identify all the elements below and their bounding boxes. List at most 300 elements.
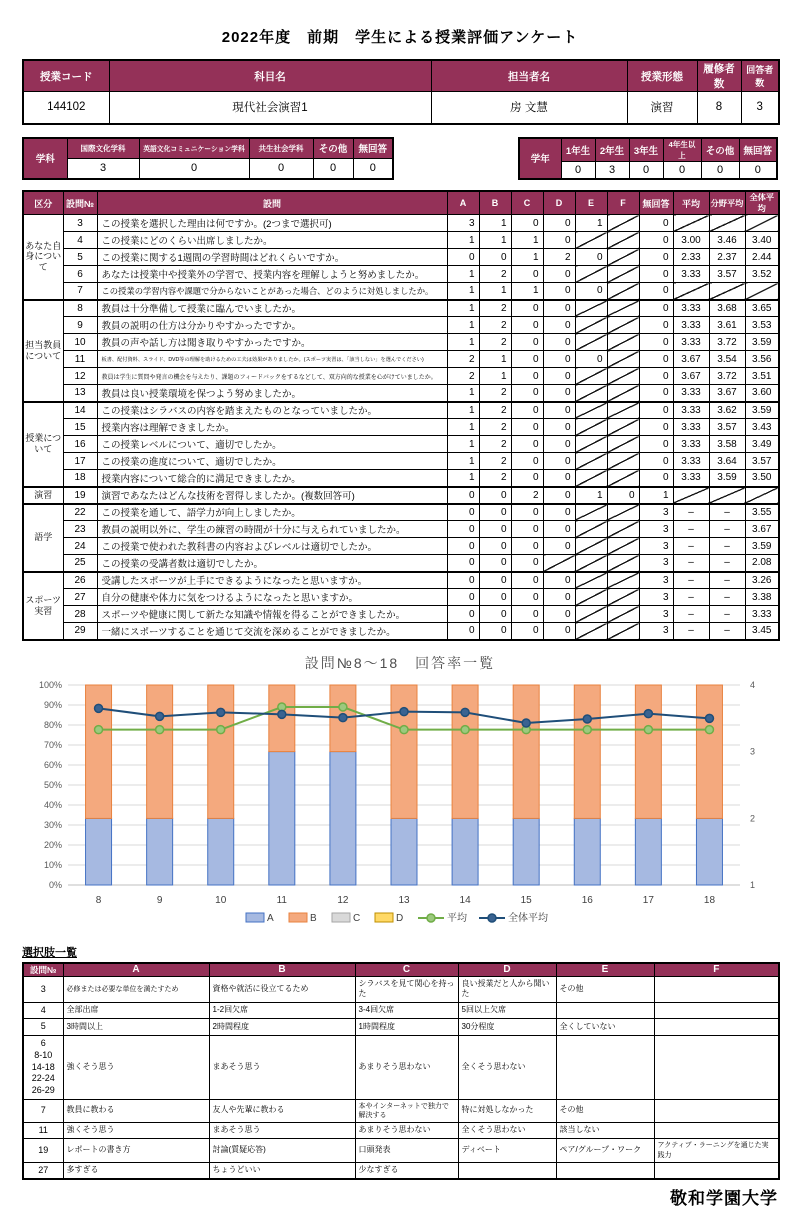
question-text: 授業内容は理解できましたか。 [97, 419, 447, 436]
count-cell [575, 385, 607, 402]
count-cell: 2 [479, 436, 511, 453]
option-cell: まあそう思う [209, 1122, 355, 1139]
svg-text:100%: 100% [38, 679, 62, 690]
option-cell: あまりそう思わない [355, 1036, 458, 1099]
count-cell: 0 [543, 266, 575, 283]
count-cell: 1 [479, 351, 511, 368]
count-cell: 0 [447, 487, 479, 504]
average-cell: – [673, 555, 709, 572]
average-cell [673, 487, 709, 504]
count-cell: 0 [511, 266, 543, 283]
average-cell: – [709, 606, 745, 623]
no-answer-cell: 0 [639, 385, 673, 402]
main-table-header: E [575, 191, 607, 215]
average-cell: 3.56 [745, 351, 779, 368]
options-table-row [23, 1139, 779, 1162]
count-cell: 0 [543, 470, 575, 487]
average-cell: 3.53 [745, 317, 779, 334]
count-cell: 1 [511, 283, 543, 300]
question-text: 自分の健康や体力に気をつけるようになったと思いますか。 [97, 589, 447, 606]
count-cell: 0 [543, 300, 575, 317]
main-table-row [23, 453, 779, 470]
count-cell: 0 [511, 385, 543, 402]
main-table-row [23, 487, 779, 504]
options-table-row [23, 1122, 779, 1139]
svg-text:10%: 10% [43, 859, 62, 870]
average-cell: 3.52 [745, 266, 779, 283]
main-table-row [23, 283, 779, 300]
mini-table-label: 学科 [23, 138, 67, 180]
average-cell: 3.33 [673, 470, 709, 487]
count-cell: 0 [447, 504, 479, 521]
count-cell: 1 [479, 232, 511, 249]
average-cell [673, 283, 709, 300]
average-cell: – [709, 623, 745, 640]
option-cell: 良い授業だと人から聞いた [458, 977, 556, 1003]
average-cell: 3.40 [745, 232, 779, 249]
main-table-row [23, 555, 779, 572]
count-cell [575, 470, 607, 487]
count-cell [607, 351, 639, 368]
mini-table-value: 0 [739, 161, 777, 179]
question-text: この授業の受講者数は適切でしたか。 [97, 555, 447, 572]
question-number: 29 [63, 623, 97, 640]
option-cell: 特に対処しなかった [458, 1099, 556, 1122]
average-cell: 3.33 [673, 385, 709, 402]
svg-text:14: 14 [459, 894, 471, 906]
option-cell: あまりそう思わない [355, 1122, 458, 1139]
count-cell: 0 [447, 589, 479, 606]
count-cell: 0 [543, 538, 575, 555]
average-cell: 3.59 [709, 470, 745, 487]
svg-text:9: 9 [156, 894, 163, 906]
main-table-row [23, 215, 779, 232]
svg-text:90%: 90% [43, 699, 62, 710]
options-table-header: B [209, 963, 355, 977]
count-cell: 0 [543, 317, 575, 334]
average-cell: – [673, 504, 709, 521]
count-cell [575, 402, 607, 419]
average-cell: 3.67 [673, 368, 709, 385]
question-number: 25 [63, 555, 97, 572]
option-cell: 1時間程度 [355, 1019, 458, 1036]
count-cell: 1 [447, 385, 479, 402]
count-cell: 0 [447, 555, 479, 572]
main-table-header: D [543, 191, 575, 215]
question-number: 5 [63, 249, 97, 266]
option-cell: 友人や先輩に教わる [209, 1099, 355, 1122]
option-cell: ディベート [458, 1139, 556, 1162]
count-cell [607, 334, 639, 351]
average-cell: – [709, 572, 745, 589]
count-cell [607, 266, 639, 283]
main-table-row [23, 334, 779, 351]
count-cell: 0 [479, 589, 511, 606]
main-table-header: 平均 [673, 191, 709, 215]
svg-text:4: 4 [750, 679, 756, 690]
count-cell: 0 [543, 334, 575, 351]
svg-text:12: 12 [337, 894, 349, 906]
category-cell: 演習 [23, 487, 63, 504]
option-cell: 必修または必要な単位を満たすため [63, 977, 209, 1003]
count-cell: 1 [511, 249, 543, 266]
question-text: この授業はシラバスの内容を踏まえたものとなっていましたか。 [97, 402, 447, 419]
svg-text:60%: 60% [43, 759, 62, 770]
page-title: 2022年度 前期 学生による授業評価アンケート [221, 29, 579, 46]
main-table-row [23, 368, 779, 385]
count-cell: 2 [479, 385, 511, 402]
count-cell: 0 [447, 538, 479, 555]
count-cell: 0 [543, 589, 575, 606]
count-cell [607, 504, 639, 521]
no-answer-cell: 3 [639, 606, 673, 623]
options-table-row [23, 1099, 779, 1122]
average-cell: 3.67 [709, 385, 745, 402]
main-table-header: 区分 [23, 191, 63, 215]
count-cell: 0 [511, 538, 543, 555]
average-cell: 3.33 [673, 419, 709, 436]
svg-text:15: 15 [520, 894, 532, 906]
count-cell [575, 606, 607, 623]
options-table-row [23, 1002, 779, 1019]
option-cell: その他 [556, 977, 654, 1003]
count-cell: 0 [511, 572, 543, 589]
average-cell: – [709, 538, 745, 555]
count-cell [607, 623, 639, 640]
question-number: 19 [63, 487, 97, 504]
count-cell [607, 470, 639, 487]
question-text: 教員の説明以外に、学生の練習の時間が十分に与えられていましたか。 [97, 521, 447, 538]
count-cell [607, 538, 639, 555]
no-answer-cell: 0 [639, 436, 673, 453]
mini-table-value: 0 [139, 158, 249, 179]
count-cell [607, 300, 639, 317]
main-table-header: B [479, 191, 511, 215]
average-cell: 3.43 [745, 419, 779, 436]
option-cell: 全くそう思わない [458, 1122, 556, 1139]
main-table-row [23, 249, 779, 266]
average-cell: 3.67 [673, 351, 709, 368]
no-answer-cell: 3 [639, 538, 673, 555]
count-cell: 1 [575, 487, 607, 504]
course-value: 8 [697, 92, 741, 124]
question-number: 14 [63, 402, 97, 419]
average-cell: – [673, 623, 709, 640]
option-cell: アクティブ・ラーニングを通じた実践力 [654, 1139, 779, 1162]
option-cell: 3-4回欠席 [355, 1002, 458, 1019]
svg-text:20%: 20% [43, 839, 62, 850]
question-number: 11 [63, 351, 97, 368]
average-cell: 3.49 [745, 436, 779, 453]
average-cell: 3.26 [745, 572, 779, 589]
average-cell: 3.50 [745, 470, 779, 487]
question-text: 教員は良い授業環境を保つよう努めましたか。 [97, 385, 447, 402]
question-text: 演習であなたはどんな技術を習得しましたか。(複数回答可) [97, 487, 447, 504]
count-cell [575, 589, 607, 606]
count-cell: 2 [543, 249, 575, 266]
no-answer-cell: 3 [639, 504, 673, 521]
average-cell: 3.72 [709, 368, 745, 385]
count-cell [575, 419, 607, 436]
average-cell: – [709, 589, 745, 606]
option-cell: 全部出席 [63, 1002, 209, 1019]
count-cell: 0 [511, 419, 543, 436]
count-cell [575, 504, 607, 521]
count-cell [575, 334, 607, 351]
svg-text:30%: 30% [43, 819, 62, 830]
average-cell: 3.59 [745, 538, 779, 555]
count-cell: 1 [479, 368, 511, 385]
options-table-row [23, 1019, 779, 1036]
question-text: 授業内容について総合的に満足できましたか。 [97, 470, 447, 487]
count-cell: 2 [511, 487, 543, 504]
mini-table-header: 無回答 [353, 138, 393, 159]
main-table-row [23, 606, 779, 623]
mini-table-value: 0 [629, 161, 663, 179]
option-cell: 本やインターネットで独力で解決する [355, 1099, 458, 1122]
main-table-row [23, 572, 779, 589]
average-cell: 2.44 [745, 249, 779, 266]
average-cell [709, 283, 745, 300]
average-cell: 3.00 [673, 232, 709, 249]
question-text: スポーツや健康に関して新たな知識や情報を得ることができましたか。 [97, 606, 447, 623]
question-text: この授業レベルについて、適切でしたか。 [97, 436, 447, 453]
average-cell [709, 487, 745, 504]
svg-text:A: A [267, 912, 274, 924]
university-name: 敬和学園大学 [670, 1189, 778, 1209]
count-cell [543, 555, 575, 572]
count-cell: 1 [447, 232, 479, 249]
main-table-row [23, 419, 779, 436]
average-cell: 3.59 [745, 402, 779, 419]
option-cell [556, 1002, 654, 1019]
main-table-header: 分野平均 [709, 191, 745, 215]
count-cell: 0 [511, 589, 543, 606]
count-cell: 0 [511, 453, 543, 470]
option-cell: まあそう思う [209, 1036, 355, 1099]
question-number: 24 [63, 538, 97, 555]
no-answer-cell: 0 [639, 317, 673, 334]
average-cell: 3.45 [745, 623, 779, 640]
average-cell: 3.65 [745, 300, 779, 317]
no-answer-cell: 0 [639, 351, 673, 368]
count-cell: 0 [511, 470, 543, 487]
option-cell: 全くしていない [556, 1019, 654, 1036]
no-answer-cell: 3 [639, 572, 673, 589]
count-cell: 0 [511, 402, 543, 419]
response-rate-chart [22, 675, 778, 936]
average-cell: 3.33 [673, 436, 709, 453]
option-cell: 1-2回欠席 [209, 1002, 355, 1019]
average-cell: – [673, 572, 709, 589]
count-cell [575, 368, 607, 385]
average-cell: 3.72 [709, 334, 745, 351]
average-cell: 2.08 [745, 555, 779, 572]
main-table-row [23, 521, 779, 538]
main-table-row [23, 589, 779, 606]
mini-table-header: 英語文化コミュニケーション学科 [139, 138, 249, 159]
options-table-header: E [556, 963, 654, 977]
svg-text:B: B [310, 912, 317, 924]
option-cell: 資格や就活に役立てるため [209, 977, 355, 1003]
count-cell [607, 436, 639, 453]
count-cell [607, 317, 639, 334]
count-cell: 0 [479, 504, 511, 521]
count-cell: 0 [543, 215, 575, 232]
no-answer-cell: 0 [639, 249, 673, 266]
mini-table-header: その他 [701, 138, 739, 162]
count-cell [575, 232, 607, 249]
category-cell: スポーツ実習 [23, 572, 63, 640]
main-table-row [23, 436, 779, 453]
count-cell: 2 [479, 300, 511, 317]
option-cell: シラバスを見て関心を持った [355, 977, 458, 1003]
count-cell [607, 402, 639, 419]
options-table-row [23, 977, 779, 1003]
count-cell: 0 [511, 436, 543, 453]
svg-text:13: 13 [398, 894, 410, 906]
count-cell [607, 368, 639, 385]
question-number: 13 [63, 385, 97, 402]
mini-table-value: 3 [595, 161, 629, 179]
no-answer-cell: 3 [639, 623, 673, 640]
count-cell: 2 [479, 334, 511, 351]
mini-table-value: 0 [701, 161, 739, 179]
main-table-row [23, 385, 779, 402]
chart-svg [22, 675, 778, 931]
question-number: 23 [63, 521, 97, 538]
question-text: この授業の進度について、適切でしたか。 [97, 453, 447, 470]
count-cell: 0 [511, 215, 543, 232]
average-cell: 3.59 [745, 334, 779, 351]
average-cell: 3.57 [745, 453, 779, 470]
option-cell: 強くそう思う [63, 1036, 209, 1099]
mini-table-header: 3年生 [629, 138, 663, 162]
count-cell [607, 572, 639, 589]
count-cell: 1 [575, 215, 607, 232]
options-question-number: 4 [23, 1002, 63, 1019]
svg-text:17: 17 [642, 894, 654, 906]
question-text: 一緒にスポーツすることを通じて交流を深めることができましたか。 [97, 623, 447, 640]
count-cell: 0 [543, 232, 575, 249]
count-cell: 0 [511, 504, 543, 521]
count-cell [607, 283, 639, 300]
average-cell: 3.33 [673, 266, 709, 283]
option-cell: 強くそう思う [63, 1122, 209, 1139]
no-answer-cell: 0 [639, 368, 673, 385]
count-cell: 1 [447, 419, 479, 436]
svg-text:C: C [353, 912, 361, 924]
options-list-title: 選択肢一覧 [22, 946, 77, 959]
option-cell: 多すぎる [63, 1162, 209, 1179]
count-cell: 0 [543, 402, 575, 419]
svg-text:1: 1 [750, 879, 756, 890]
count-cell [575, 572, 607, 589]
average-cell: 3.46 [709, 232, 745, 249]
count-cell: 2 [479, 266, 511, 283]
svg-text:平均: 平均 [447, 912, 467, 924]
average-cell: 3.62 [709, 402, 745, 419]
svg-text:8: 8 [95, 894, 102, 906]
count-cell: 0 [511, 334, 543, 351]
options-table-header: D [458, 963, 556, 977]
question-number: 28 [63, 606, 97, 623]
category-cell: 担当教員について [23, 300, 63, 402]
course-value: 現代社会演習1 [109, 92, 431, 124]
count-cell: 2 [447, 351, 479, 368]
question-number: 12 [63, 368, 97, 385]
mini-table-header: 2年生 [595, 138, 629, 162]
count-cell: 0 [543, 504, 575, 521]
svg-text:70%: 70% [43, 739, 62, 750]
count-cell: 1 [447, 453, 479, 470]
count-cell: 0 [543, 623, 575, 640]
option-cell [556, 1162, 654, 1179]
average-cell: 3.33 [673, 300, 709, 317]
no-answer-cell: 0 [639, 419, 673, 436]
main-table-header: 全体平均 [745, 191, 779, 215]
question-text: 板書、配付資料、スライド、DVD等の理解を助けるための工夫は効果がありましたか。(スポーツ実習は、「該当しない」を選んでください) [97, 351, 447, 368]
count-cell [607, 555, 639, 572]
count-cell: 2 [447, 368, 479, 385]
question-text: 教員の声や話し方は聞き取りやすかったですか。 [97, 334, 447, 351]
question-text: この授業で使われた教科書の内容およびレベルは適切でしたか。 [97, 538, 447, 555]
main-table-row [23, 266, 779, 283]
question-number: 15 [63, 419, 97, 436]
average-cell: 3.33 [673, 334, 709, 351]
mini-table-value: 0 [561, 161, 595, 179]
option-cell: ちょうどいい [209, 1162, 355, 1179]
question-number: 27 [63, 589, 97, 606]
count-cell: 0 [543, 368, 575, 385]
average-cell: 3.33 [673, 402, 709, 419]
category-cell: 語学 [23, 504, 63, 572]
count-cell: 0 [575, 351, 607, 368]
count-cell: 1 [511, 232, 543, 249]
course-header: 授業形態 [627, 60, 697, 92]
options-table-header: A [63, 963, 209, 977]
count-cell [575, 317, 607, 334]
average-cell: 3.54 [709, 351, 745, 368]
average-cell: 3.58 [709, 436, 745, 453]
count-cell: 0 [479, 521, 511, 538]
grade-table [518, 137, 778, 181]
options-table [22, 962, 780, 1181]
question-number: 6 [63, 266, 97, 283]
option-cell [654, 1036, 779, 1099]
count-cell [607, 215, 639, 232]
count-cell [575, 521, 607, 538]
course-value: 房 文慧 [431, 92, 627, 124]
count-cell: 0 [479, 623, 511, 640]
main-table-header: C [511, 191, 543, 215]
svg-text:11: 11 [276, 894, 288, 906]
no-answer-cell: 0 [639, 334, 673, 351]
svg-text:3: 3 [750, 746, 756, 757]
count-cell: 2 [479, 470, 511, 487]
no-answer-cell: 0 [639, 266, 673, 283]
option-cell: ペア/グループ・ワーク [556, 1139, 654, 1162]
no-answer-cell: 1 [639, 487, 673, 504]
count-cell: 1 [447, 402, 479, 419]
svg-text:80%: 80% [43, 719, 62, 730]
count-cell: 0 [543, 521, 575, 538]
count-cell [575, 555, 607, 572]
mini-table-value: 0 [353, 158, 393, 179]
mini-table-header: 共生社会学科 [249, 138, 313, 159]
average-cell: 2.37 [709, 249, 745, 266]
average-cell: 3.33 [673, 317, 709, 334]
